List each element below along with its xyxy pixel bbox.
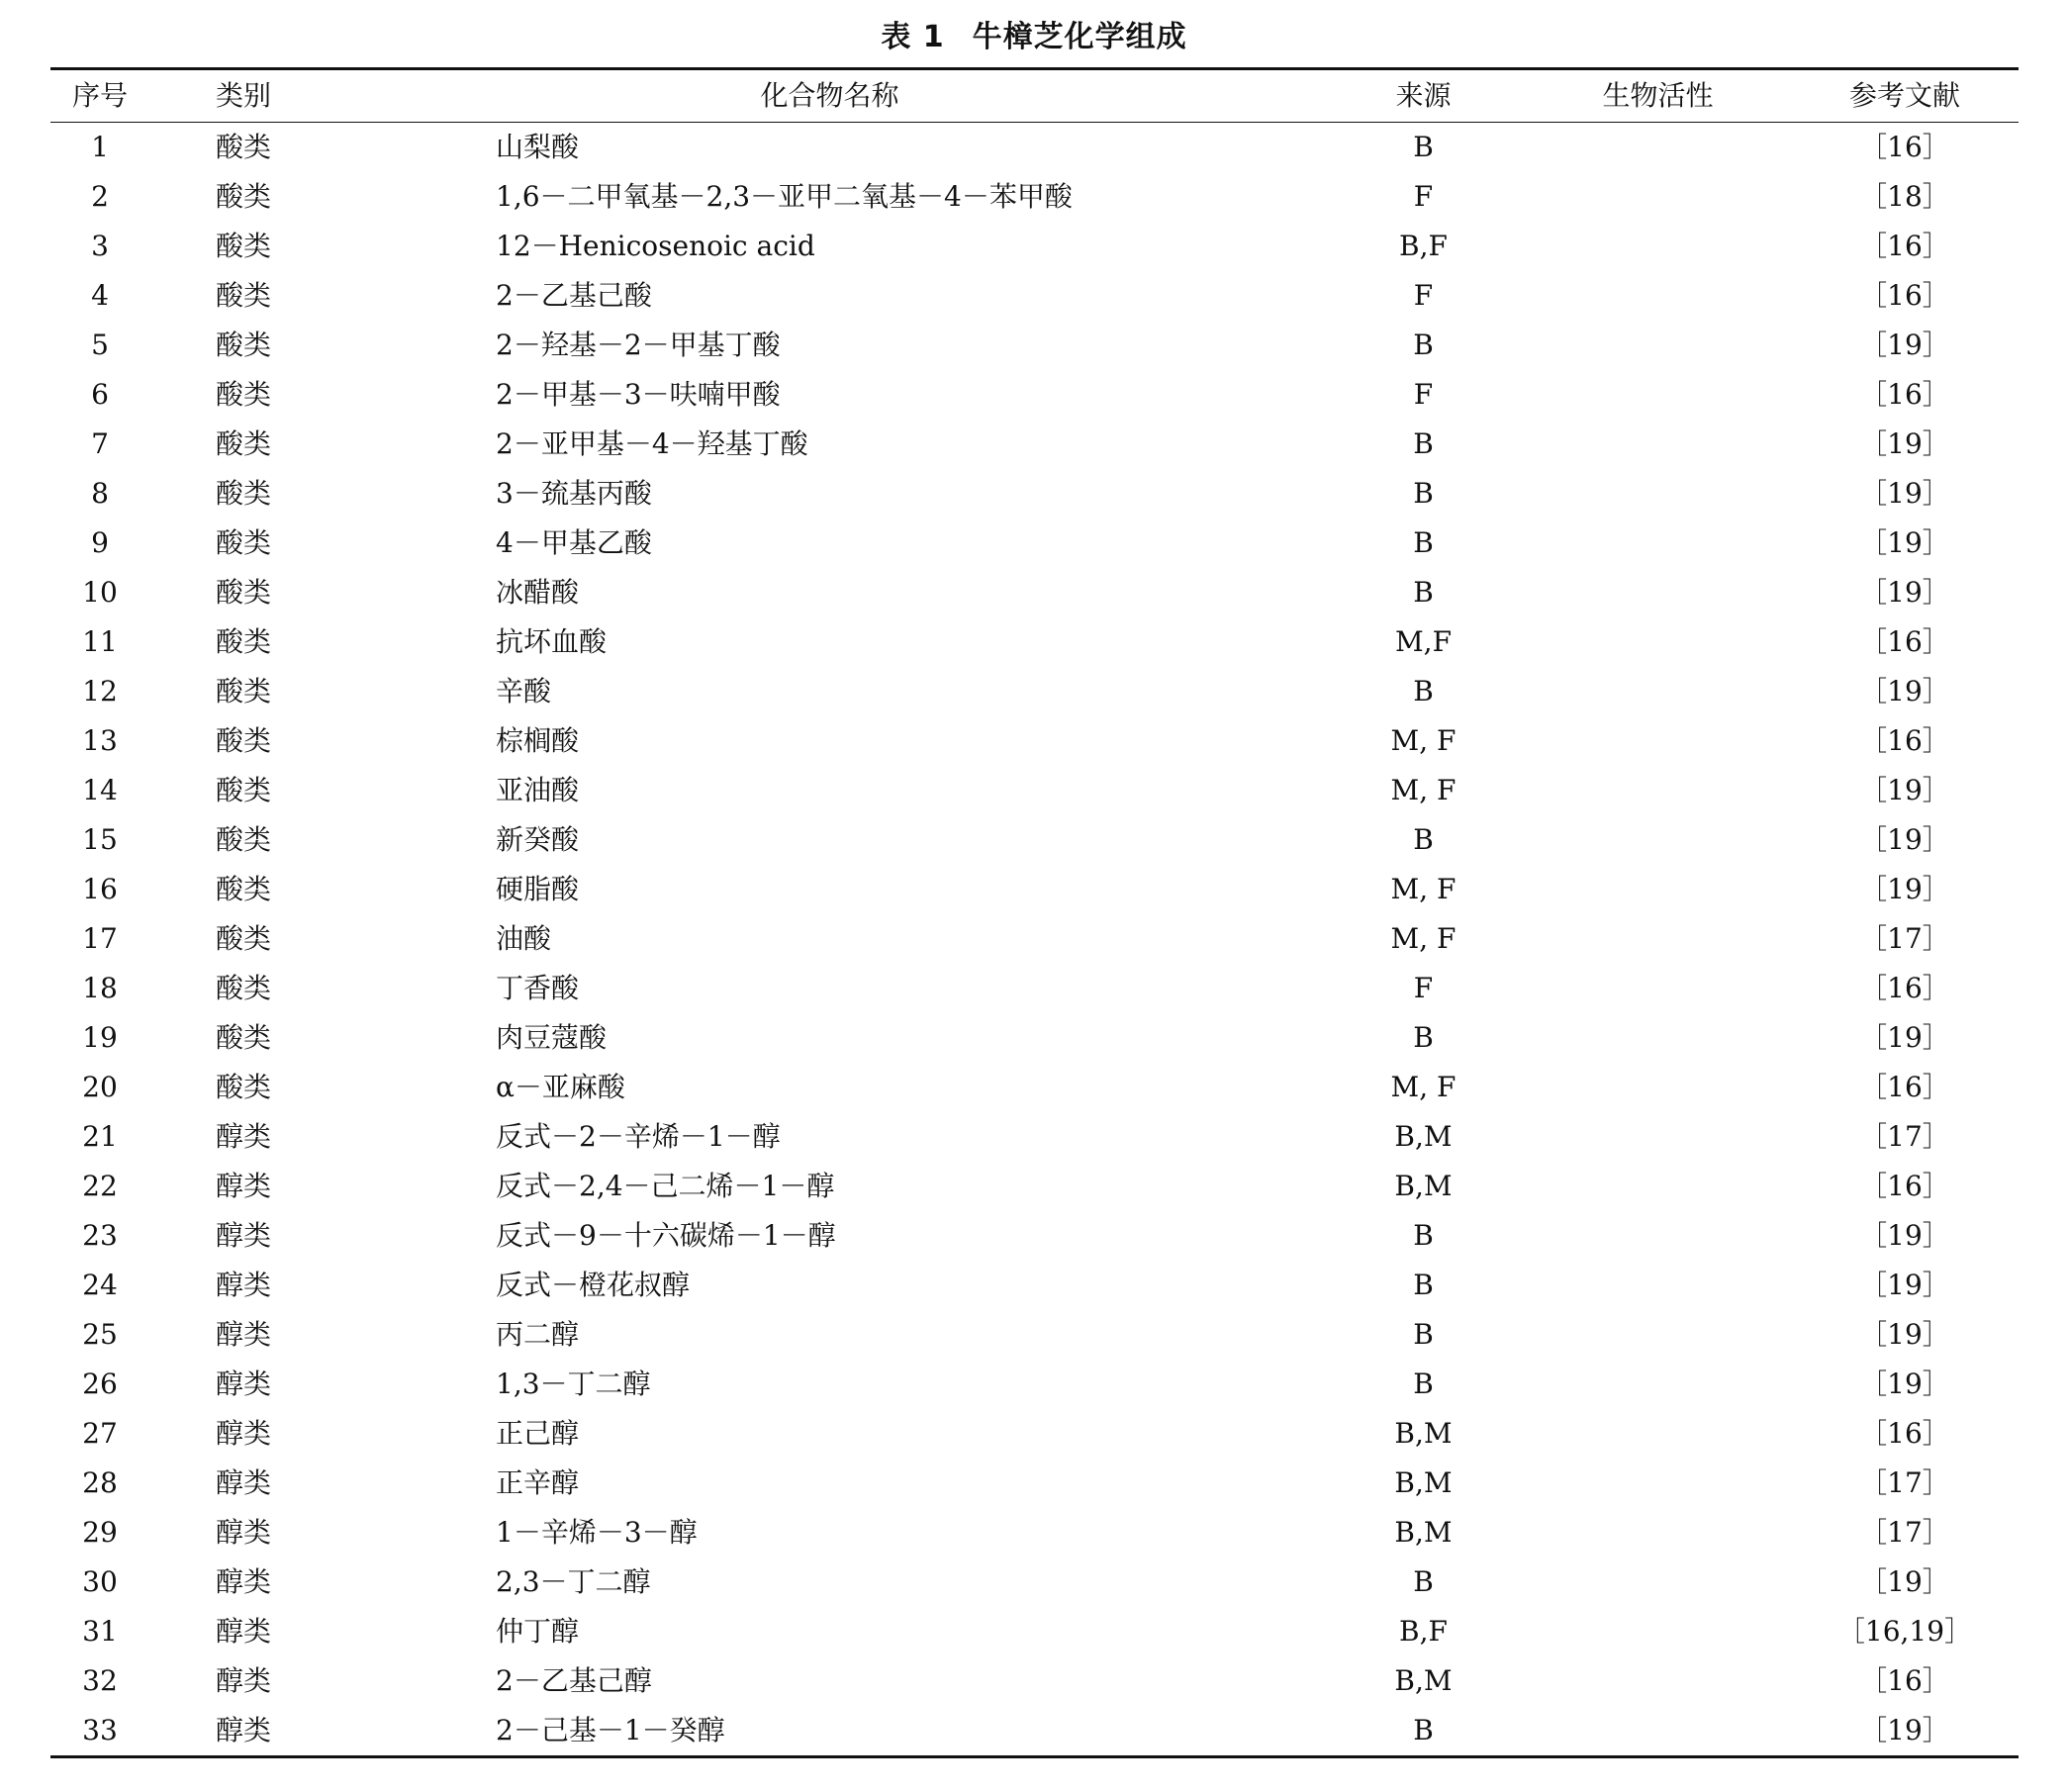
cell-id: 1 — [91, 131, 109, 163]
cell-category: 醇类 — [215, 1466, 271, 1499]
cell-source: M,F — [1395, 625, 1452, 658]
table-header — [50, 69, 2019, 123]
table-row — [50, 617, 2019, 667]
header-category: 类别 — [149, 69, 337, 123]
cell-id: 10 — [82, 576, 118, 609]
cell-category: 醇类 — [215, 1664, 271, 1697]
cell-reference: ［16］ — [1859, 279, 1950, 312]
cell-category: 酸类 — [215, 972, 271, 1004]
table-row — [50, 1112, 2019, 1162]
cell-compound-name: 反式－9－十六碳烯－1－醇 — [496, 1219, 836, 1252]
cell-compound-name: 2,3－丁二醇 — [496, 1565, 651, 1598]
cell-reference: ［18］ — [1859, 180, 1950, 213]
cell-bioactivity — [1525, 1607, 1791, 1656]
cell-compound-name: 油酸 — [496, 922, 552, 955]
cell-category: 酸类 — [215, 625, 271, 658]
cell-bioactivity — [1525, 172, 1791, 222]
cell-category: 酸类 — [215, 823, 271, 856]
cell-reference: ［19］ — [1859, 1318, 1950, 1351]
cell-category: 酸类 — [215, 329, 271, 361]
cell-category: 酸类 — [215, 427, 271, 460]
cell-compound-name: 山梨酸 — [496, 131, 580, 163]
table-row — [50, 1360, 2019, 1409]
table-row — [50, 469, 2019, 519]
cell-bioactivity — [1525, 519, 1791, 568]
cell-compound-name: 抗坏血酸 — [496, 625, 608, 658]
cell-reference: ［16］ — [1859, 1071, 1950, 1103]
cell-source: B — [1413, 477, 1434, 510]
table-row — [50, 271, 2019, 321]
cell-compound-name: 12－Henicosenoic acid — [496, 230, 815, 262]
cell-reference: ［19］ — [1859, 774, 1950, 806]
header-id: 序号 — [50, 69, 149, 123]
cell-bioactivity — [1525, 1557, 1791, 1607]
cell-source: B,M — [1394, 1516, 1453, 1549]
cell-id: 25 — [82, 1318, 118, 1351]
cell-id: 8 — [91, 477, 109, 510]
cell-id: 9 — [91, 526, 109, 559]
cell-reference: ［16］ — [1859, 625, 1950, 658]
cell-source: B — [1413, 427, 1434, 460]
cell-reference: ［17］ — [1859, 922, 1950, 955]
cell-reference: ［16］ — [1859, 972, 1950, 1004]
cell-id: 29 — [82, 1516, 118, 1549]
cell-source: B — [1413, 1021, 1434, 1054]
cell-bioactivity — [1525, 222, 1791, 271]
cell-bioactivity — [1525, 716, 1791, 766]
cell-reference: ［19］ — [1859, 526, 1950, 559]
cell-reference: ［16］ — [1859, 724, 1950, 757]
cell-category: 醇类 — [215, 1615, 271, 1648]
table-row — [50, 815, 2019, 865]
cell-id: 27 — [82, 1417, 118, 1450]
cell-reference: ［19］ — [1859, 576, 1950, 609]
cell-id: 3 — [91, 230, 109, 262]
cell-id: 11 — [82, 625, 118, 658]
cell-source: M, F — [1390, 774, 1457, 806]
cell-source: B — [1413, 1269, 1434, 1301]
cell-id: 33 — [50, 1706, 149, 1757]
cell-id: 23 — [82, 1219, 118, 1252]
cell-bioactivity — [1525, 1706, 1791, 1757]
table-row — [50, 123, 2019, 173]
cell-bioactivity — [1525, 321, 1791, 370]
cell-category: 酸类 — [215, 378, 271, 411]
table-row — [50, 1459, 2019, 1508]
cell-id: 18 — [82, 972, 118, 1004]
cell-reference: ［19］ — [1859, 427, 1950, 460]
cell-compound-name: 3－巯基丙酸 — [496, 477, 652, 510]
cell-id: 15 — [82, 823, 118, 856]
cell-reference: ［19］ — [1859, 1565, 1950, 1598]
table-row — [50, 1063, 2019, 1112]
cell-category: 醇类 — [149, 1706, 337, 1757]
cell-category: 酸类 — [215, 1021, 271, 1054]
cell-id: 12 — [82, 675, 118, 707]
table-row — [50, 1261, 2019, 1310]
cell-compound-name: 1,3－丁二醇 — [496, 1368, 651, 1400]
table-body — [50, 123, 2019, 1757]
cell-bioactivity — [1525, 865, 1791, 914]
table-row — [50, 222, 2019, 271]
table-row — [50, 370, 2019, 420]
header-bioactivity: 生物活性 — [1525, 69, 1791, 123]
cell-category: 醇类 — [215, 1417, 271, 1450]
cell-category: 酸类 — [215, 873, 271, 905]
cell-id: 26 — [82, 1368, 118, 1400]
cell-bioactivity — [1525, 370, 1791, 420]
header-compound-name: 化合物名称 — [337, 69, 1322, 123]
cell-source: F — [1413, 180, 1434, 213]
cell-id: 32 — [82, 1664, 118, 1697]
table-row — [50, 519, 2019, 568]
cell-reference: ［19］ — [1791, 1706, 2019, 1757]
cell-source: F — [1413, 972, 1434, 1004]
cell-reference: ［16,19］ — [1836, 1615, 1973, 1648]
cell-reference: ［16］ — [1859, 131, 1950, 163]
cell-category: 酸类 — [215, 230, 271, 262]
table-row — [50, 1310, 2019, 1360]
cell-category: 醇类 — [215, 1170, 271, 1202]
cell-reference: ［19］ — [1859, 823, 1950, 856]
cell-id: 17 — [82, 922, 118, 955]
cell-bioactivity — [1525, 815, 1791, 865]
cell-reference: ［19］ — [1859, 1219, 1950, 1252]
cell-bioactivity — [1525, 914, 1791, 964]
table-row — [50, 865, 2019, 914]
table-row — [50, 964, 2019, 1013]
cell-id: 4 — [91, 279, 109, 312]
chemical-composition-table — [50, 67, 2019, 1758]
cell-category: 酸类 — [215, 279, 271, 312]
cell-reference: ［19］ — [1859, 1368, 1950, 1400]
cell-id: 20 — [82, 1071, 118, 1103]
cell-reference: ［17］ — [1859, 1516, 1950, 1549]
cell-bioactivity — [1525, 1112, 1791, 1162]
cell-id: 24 — [82, 1269, 118, 1301]
cell-bioactivity — [1525, 617, 1791, 667]
cell-compound-name: 反式－2,4－己二烯－1－醇 — [496, 1170, 835, 1202]
cell-reference: ［17］ — [1859, 1120, 1950, 1153]
cell-bioactivity — [1525, 1409, 1791, 1459]
cell-source: B — [1413, 526, 1434, 559]
cell-source: B — [1413, 675, 1434, 707]
cell-source: F — [1413, 279, 1434, 312]
cell-compound-name: 正己醇 — [496, 1417, 580, 1450]
cell-id: 5 — [91, 329, 109, 361]
cell-source: F — [1413, 378, 1434, 411]
table-row — [50, 1409, 2019, 1459]
cell-source: B — [1413, 1318, 1434, 1351]
cell-compound-name: 新癸酸 — [496, 823, 580, 856]
cell-source: B,F — [1399, 1615, 1448, 1648]
cell-compound-name: 1,6－二甲氧基－2,3－亚甲二氧基－4－苯甲酸 — [496, 180, 1073, 213]
table-row — [50, 1162, 2019, 1211]
cell-category: 酸类 — [215, 477, 271, 510]
cell-compound-name: 辛酸 — [496, 675, 552, 707]
cell-bioactivity — [1525, 1508, 1791, 1557]
cell-source: M, F — [1390, 724, 1457, 757]
table-row — [50, 1656, 2019, 1706]
cell-id: 7 — [91, 427, 109, 460]
cell-compound-name: 冰醋酸 — [496, 576, 580, 609]
cell-category: 酸类 — [215, 576, 271, 609]
cell-compound-name: 仲丁醇 — [496, 1615, 580, 1648]
table-row — [50, 667, 2019, 716]
cell-id: 2 — [91, 180, 109, 213]
table-row — [50, 321, 2019, 370]
header-reference: 参考文献 — [1791, 69, 2019, 123]
cell-id: 22 — [82, 1170, 118, 1202]
cell-bioactivity — [1525, 1656, 1791, 1706]
cell-bioactivity — [1525, 271, 1791, 321]
cell-reference: ［16］ — [1859, 1664, 1950, 1697]
cell-compound-name: 丁香酸 — [496, 972, 580, 1004]
cell-compound-name: 2－乙基己酸 — [496, 279, 652, 312]
table-row — [50, 420, 2019, 469]
cell-bioactivity — [1525, 1162, 1791, 1211]
cell-category: 酸类 — [215, 131, 271, 163]
table-row — [50, 172, 2019, 222]
cell-bioactivity — [1525, 964, 1791, 1013]
cell-reference: ［16］ — [1859, 378, 1950, 411]
cell-source: B — [1322, 1706, 1525, 1757]
cell-compound-name: 硬脂酸 — [496, 873, 580, 905]
header-source: 来源 — [1322, 69, 1525, 123]
cell-source: B — [1413, 576, 1434, 609]
cell-bioactivity — [1525, 123, 1791, 173]
cell-bioactivity — [1525, 1013, 1791, 1063]
cell-category: 酸类 — [215, 922, 271, 955]
cell-id: 14 — [82, 774, 118, 806]
cell-compound-name: 亚油酸 — [496, 774, 580, 806]
cell-id: 16 — [82, 873, 118, 905]
cell-category: 酸类 — [215, 1071, 271, 1103]
cell-reference: ［19］ — [1859, 1021, 1950, 1054]
cell-id: 13 — [82, 724, 118, 757]
cell-source: B — [1413, 823, 1434, 856]
cell-compound-name: 1－辛烯－3－醇 — [496, 1516, 698, 1549]
table-row — [50, 1557, 2019, 1607]
cell-id: 28 — [82, 1466, 118, 1499]
cell-reference: ［16］ — [1859, 230, 1950, 262]
cell-reference: ［19］ — [1859, 477, 1950, 510]
cell-compound-name: 反式－橙花叔醇 — [496, 1269, 691, 1301]
cell-category: 醇类 — [215, 1565, 271, 1598]
cell-id: 6 — [91, 378, 109, 411]
table-label: 表 1 — [881, 20, 945, 54]
cell-source: B,F — [1399, 230, 1448, 262]
cell-reference: ［19］ — [1859, 873, 1950, 905]
cell-reference: ［16］ — [1859, 1417, 1950, 1450]
cell-category: 酸类 — [215, 724, 271, 757]
cell-reference: ［17］ — [1859, 1466, 1950, 1499]
cell-bioactivity — [1525, 1360, 1791, 1409]
cell-source: B — [1413, 329, 1434, 361]
header-row — [50, 69, 2019, 123]
table-row — [50, 568, 2019, 617]
cell-compound-name: 丙二醇 — [496, 1318, 580, 1351]
cell-category: 醇类 — [215, 1368, 271, 1400]
table-row — [50, 716, 2019, 766]
table-title — [0, 16, 2068, 59]
cell-source: M, F — [1390, 873, 1457, 905]
cell-source: B,M — [1394, 1170, 1453, 1202]
cell-source: B,M — [1394, 1120, 1453, 1153]
cell-compound-name: 棕榈酸 — [496, 724, 580, 757]
cell-category: 醇类 — [215, 1516, 271, 1549]
cell-compound-name: 肉豆蔻酸 — [496, 1021, 608, 1054]
cell-id: 30 — [82, 1565, 118, 1598]
cell-bioactivity — [1525, 667, 1791, 716]
cell-compound-name: 2－甲基－3－呋喃甲酸 — [496, 378, 781, 411]
cell-compound-name: 4－甲基乙酸 — [496, 526, 652, 559]
cell-bioactivity — [1525, 469, 1791, 519]
cell-bioactivity — [1525, 420, 1791, 469]
cell-source: M, F — [1390, 1071, 1457, 1103]
cell-bioactivity — [1525, 568, 1791, 617]
cell-bioactivity — [1525, 1310, 1791, 1360]
table-caption: 牛樟芝化学组成 — [972, 20, 1187, 54]
cell-source: B — [1413, 1219, 1434, 1252]
cell-reference: ［19］ — [1859, 675, 1950, 707]
cell-bioactivity — [1525, 1211, 1791, 1261]
cell-source: B,M — [1394, 1466, 1453, 1499]
table-row — [50, 766, 2019, 815]
table-row — [50, 1508, 2019, 1557]
cell-category: 醇类 — [215, 1269, 271, 1301]
cell-reference: ［19］ — [1859, 1269, 1950, 1301]
cell-category: 醇类 — [215, 1120, 271, 1153]
table-row — [50, 1706, 2019, 1757]
cell-compound-name: 反式－2－辛烯－1－醇 — [496, 1120, 781, 1153]
cell-id: 21 — [82, 1120, 118, 1153]
cell-source: M, F — [1390, 922, 1457, 955]
cell-reference: ［19］ — [1859, 329, 1950, 361]
cell-compound-name: α－亚麻酸 — [496, 1071, 625, 1103]
cell-source: B,M — [1394, 1417, 1453, 1450]
cell-compound-name: 正辛醇 — [496, 1466, 580, 1499]
cell-compound-name: 2－亚甲基－4－羟基丁酸 — [496, 427, 808, 460]
cell-reference: ［16］ — [1859, 1170, 1950, 1202]
cell-id: 31 — [82, 1615, 118, 1648]
cell-compound-name: 2－羟基－2－甲基丁酸 — [496, 329, 781, 361]
cell-category: 醇类 — [215, 1219, 271, 1252]
cell-category: 酸类 — [215, 675, 271, 707]
cell-bioactivity — [1525, 1459, 1791, 1508]
cell-source: B — [1413, 1565, 1434, 1598]
cell-category: 酸类 — [215, 180, 271, 213]
table-row — [50, 1013, 2019, 1063]
cell-compound-name: 2－己基－1－癸醇 — [337, 1706, 1322, 1757]
cell-category: 酸类 — [215, 526, 271, 559]
cell-bioactivity — [1525, 766, 1791, 815]
table-row — [50, 914, 2019, 964]
cell-bioactivity — [1525, 1261, 1791, 1310]
cell-bioactivity — [1525, 1063, 1791, 1112]
table-row — [50, 1607, 2019, 1656]
cell-source: B — [1413, 131, 1434, 163]
cell-category: 醇类 — [215, 1318, 271, 1351]
cell-source: B — [1413, 1368, 1434, 1400]
table-row — [50, 1211, 2019, 1261]
cell-compound-name: 2－乙基己醇 — [496, 1664, 652, 1697]
cell-source: B,M — [1394, 1664, 1453, 1697]
cell-id: 19 — [82, 1021, 118, 1054]
cell-category: 酸类 — [215, 774, 271, 806]
